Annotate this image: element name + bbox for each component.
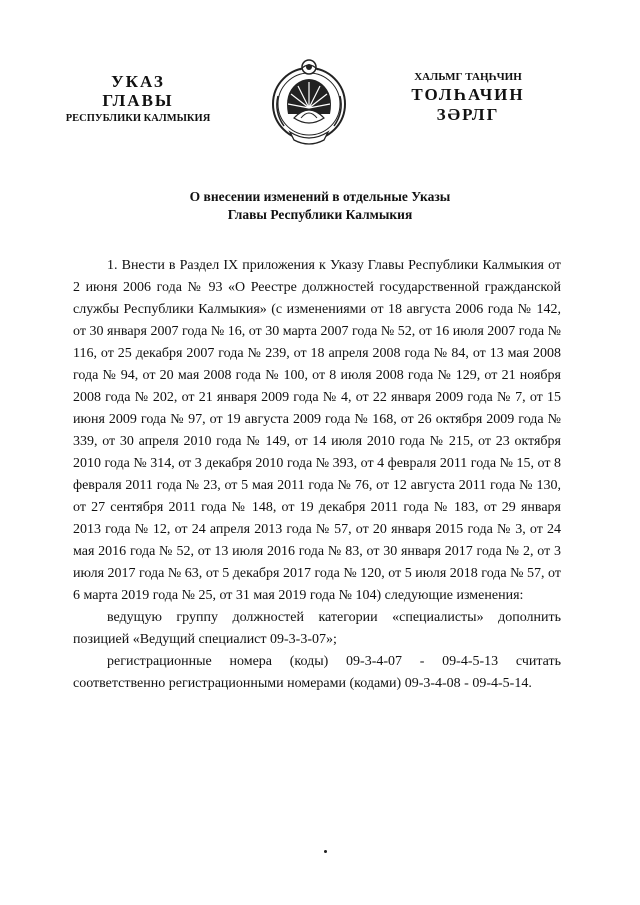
paragraph-3: регистрационные номера (коды) 09-3-4-07 - 09-4-5-13 считать соответственно регистрационными номерами (кодами) 09-3-4-08 - 09-4-5-14.: [73, 654, 561, 691]
document-title: [120, 188, 520, 224]
paragraph-1: 1. Внести в Раздел IX приложения к Указу Главы Республики Калмыкия от 2 июня 2006 года № 93 «О Реестре должностей государственной гражданской службы Республики Калмыкия» (с изменениями от 18 августа 2006 года № 142, от 30 января 2007 года № 16, от 30 марта 2007 года № 52, от 16 июля 2007 года № 116, от 25 декабря 2007 года № 239, от 18 апреля 2008 года № 84, от 13 мая 2008 года № 94, от 20 мая 2008 года № 100, от 8 июля 2008 года № 129, от 21 ноября 2008 года № 202, от 21 января 2009 года № 4, от 22 января 2009 года № 7, от 15 июня 2009 года № 97, от 19 августа 2009 года № 168, от 26 октября 2009 года № 339, от 30 апреля 2010 года № 149, от 14 июля 2010 года № 215, от 23 октября 2010 года № 314, от 3 декабря 2010 года № 393, от 4 февраля 2011 года № 15, от 8 февраля 2011 года № 23, от 5 мая 2011 года № 76, от 12 августа 2011 года № 130, от 27 сентября 2011 года № 148, от 19 декабря 2011 года № 183, от 29 января 2013 года № 12, от 24 апреля 2013 года № 57, от 20 января 2015 года № 3, от 24 мая 2016 года № 52, от 13 июля 2016 года № 83, от 30 января 2017 года № 2, от 3 июля 2017 года № 63, от 5 декабря 2017 года № 120, от 5 июля 2018 года № 57, от 6 марта 2019 года № 25, от 31 мая 2019 года № 104) следующие изменения:: [73, 258, 561, 603]
decree-word: УКАЗ: [111, 72, 165, 91]
head-word: ГЛАВЫ: [102, 91, 174, 110]
header-right: [388, 70, 548, 125]
kalmyk-head-title: ТОЛҺАЧИН: [411, 85, 525, 104]
kalmyk-head-word: ХАЛЬМГ ТАҢҺЧИН: [414, 71, 522, 83]
paragraph-2: ведущую группу должностей категории «специалисты» дополнить позицией «Ведущий специалист 09-3-3-07»;: [73, 610, 561, 647]
republic-of-kalmykia-coat-of-arms-icon: [270, 56, 348, 148]
document-body: [73, 255, 561, 695]
page-mark: [324, 850, 327, 853]
title-line-2: Главы Республики Калмыкия: [227, 207, 413, 222]
title-line-1: О внесении изменений в отдельные Указы: [189, 189, 451, 204]
header-left: [56, 72, 220, 126]
republic-name: РЕСПУБЛИКИ КАЛМЫКИЯ: [65, 113, 211, 124]
kalmyk-decree-word: ЗӘРЛГ: [436, 105, 500, 124]
